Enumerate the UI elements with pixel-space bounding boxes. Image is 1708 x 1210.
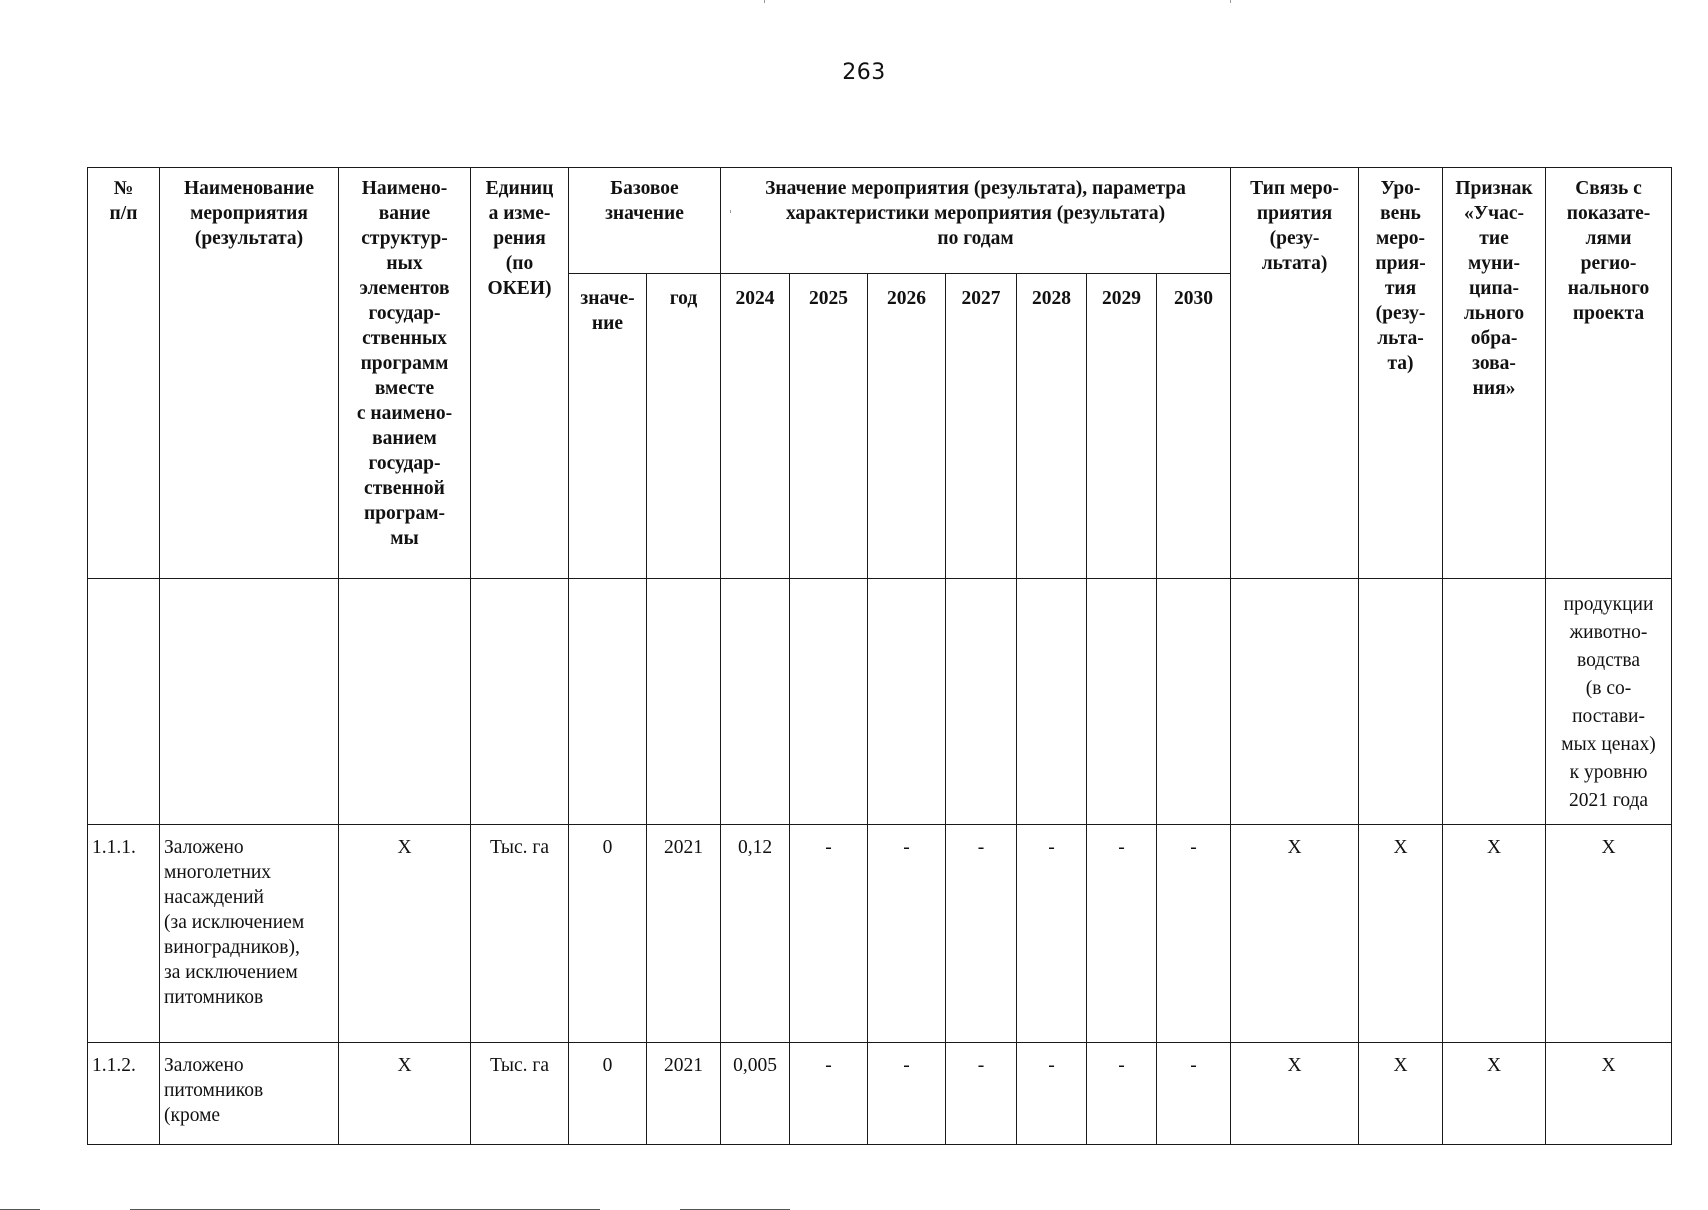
activities-table [87,167,1672,1145]
header-year: 2027 [946,274,1017,579]
row-base-year: 2021 [647,825,721,1043]
row-name: Заложено многолетних насаждений (за исключением виноградников), за исключением питомников [160,825,339,1043]
row-level: Х [1359,1043,1443,1145]
row-num: 1.1.2. [88,1043,160,1145]
header-row-main [88,168,1672,274]
header-name: Наименование мероприятия (результата) [160,168,339,579]
row-year-value: - [1087,1043,1157,1145]
header-base-year: год [647,274,721,579]
header-year: 2028 [1017,274,1087,579]
row-struct: Х [339,1043,471,1145]
header-level: Уро- вень меро- прия- тия (резу- льта- та) [1359,168,1443,579]
header-year: 2030 [1157,274,1231,579]
row-year-value: 0,005 [721,1043,790,1145]
header-year: 2025 [790,274,868,579]
row-year-value: - [1157,825,1231,1043]
row-year-value: - [1087,825,1157,1043]
continuation-row [88,579,1672,825]
scan-speck [730,210,731,213]
row-municipal: Х [1443,825,1546,1043]
row-unit: Тыс. га [471,825,569,1043]
header-structural-elements: Наимено- вание структур- ных элементов государ- ственных программ вместе с наимено- ванием государ- ственной програм- мы [339,168,471,579]
row-unit: Тыс. га [471,1043,569,1145]
row-link: Х [1546,1043,1672,1145]
row-year-value: - [790,1043,868,1145]
row-num: 1.1.1. [88,825,160,1043]
header-municipal: Признак «Учас- тие муни- ципа- льного обра- зова- ния» [1443,168,1546,579]
row-base-year: 2021 [647,1043,721,1145]
header-link: Связь с показате- лями регио- нального проекта [1546,168,1672,579]
row-municipal: Х [1443,1043,1546,1145]
header-num: № п/п [88,168,160,579]
row-level: Х [1359,825,1443,1043]
table-row [88,1043,1672,1145]
row-type: Х [1231,825,1359,1043]
row-year-value: 0,12 [721,825,790,1043]
row-struct: Х [339,825,471,1043]
header-values-by-year: Значение мероприятия (результата), параметра характеристики мероприятия (результата) по годам [721,168,1231,274]
row-year-value: - [1017,1043,1087,1145]
row-type: Х [1231,1043,1359,1145]
continuation-link-text: продукции животно- водства (в со- постави- мых ценах) к уровню 2021 года [1546,579,1672,825]
header-year: 2026 [868,274,946,579]
row-year-value: - [946,825,1017,1043]
header-unit: Единиц а изме- рения (по ОКЕИ) [471,168,569,579]
row-name: Заложено питомников (кроме [160,1043,339,1145]
scan-speck [764,0,765,3]
header-type: Тип меро- приятия (резу- льтата) [1231,168,1359,579]
row-year-value: - [1157,1043,1231,1145]
row-year-value: - [1017,825,1087,1043]
table-row [88,825,1672,1043]
header-year: 2024 [721,274,790,579]
row-year-value: - [790,825,868,1043]
row-base-value: 0 [569,825,647,1043]
row-link: Х [1546,825,1672,1043]
row-year-value: - [868,1043,946,1145]
row-base-value: 0 [569,1043,647,1145]
row-year-value: - [868,825,946,1043]
header-base: Базовое значение [569,168,721,274]
header-year: 2029 [1087,274,1157,579]
page-number: 263 [842,60,886,85]
scan-speck [1230,0,1231,3]
header-base-value: значе- ние [569,274,647,579]
row-year-value: - [946,1043,1017,1145]
